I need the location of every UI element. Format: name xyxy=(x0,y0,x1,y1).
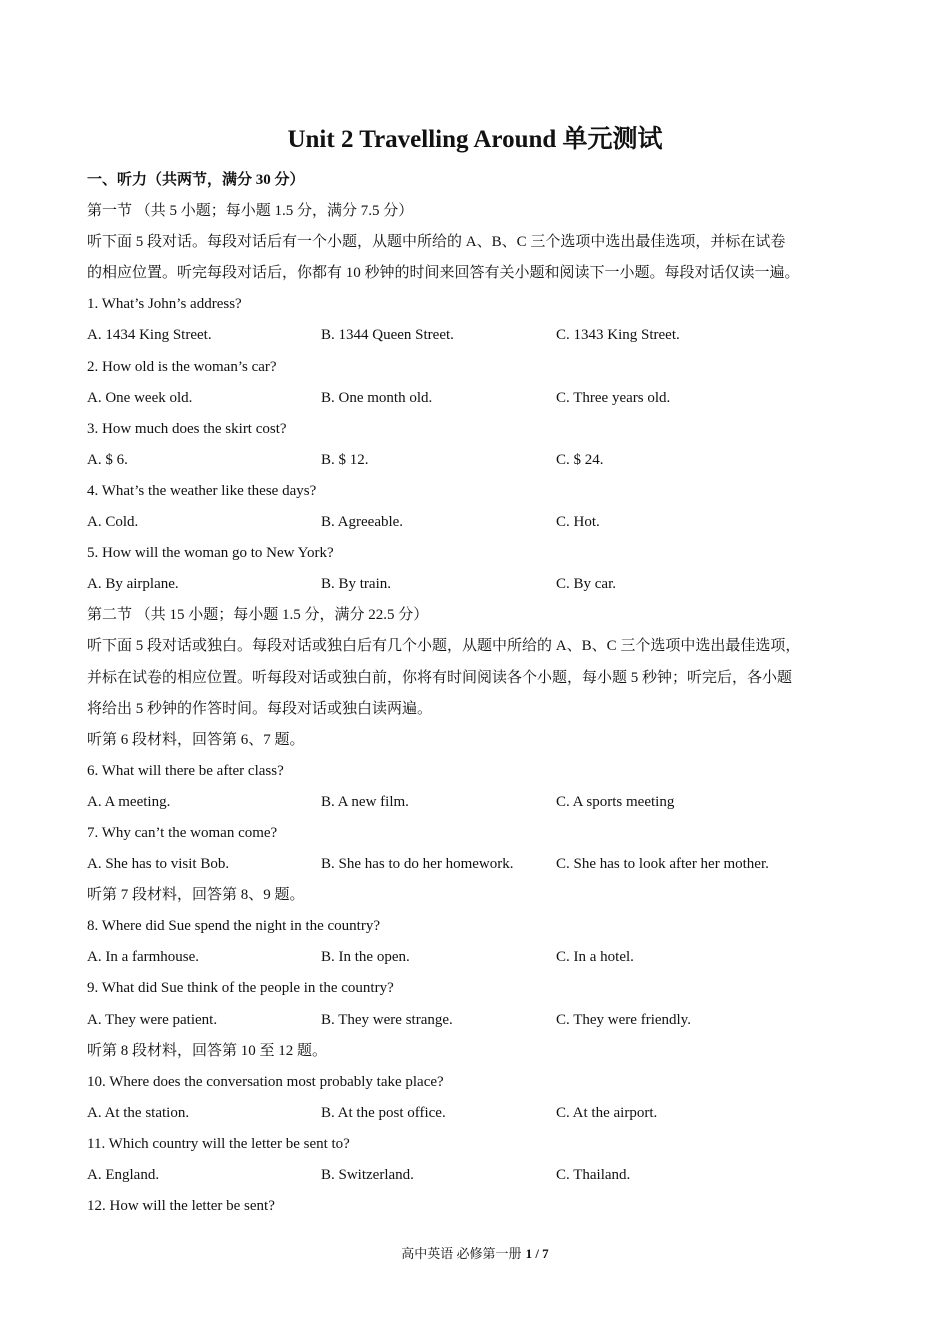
question-stem: 11. Which country will the letter be sent to? xyxy=(87,1135,350,1152)
option-b: B. Agreeable. xyxy=(321,514,404,531)
footer-text: 高中英语 必修第一册 xyxy=(401,1246,522,1261)
material-note: 听第 8 段材料，回答第 10 至 12 题。 xyxy=(87,1042,328,1059)
option-b: B. At the post office. xyxy=(321,1104,446,1121)
question-stem: 5. How will the woman go to New York? xyxy=(87,545,334,562)
question-options xyxy=(87,383,877,414)
section-heading: 一、听力（共两节，满分 30 分） xyxy=(87,172,305,188)
instruction-line: 并标在试卷的相应位置。听每段对话或独白前，你将有时间阅读各个小题，每小题 5 秒钟；听完后，各小题 xyxy=(87,669,793,686)
question-options xyxy=(87,445,877,476)
option-a: A. She has to visit Bob. xyxy=(87,856,230,873)
material-note: 听第 7 段材料，回答第 8、9 题。 xyxy=(87,887,305,904)
option-b: B. A new film. xyxy=(321,793,409,810)
option-a: A. England. xyxy=(87,1167,160,1183)
option-b: B. In the open. xyxy=(321,949,410,966)
question-stem: 10. Where does the conversation most probably take place? xyxy=(87,1073,444,1090)
question-options xyxy=(87,849,877,880)
option-a: A. One week old. xyxy=(87,389,193,406)
question-options xyxy=(87,1098,877,1129)
question-stem: 4. What’s the weather like these days? xyxy=(87,482,317,499)
instruction-line: 听下面 5 段对话。每段对话后有一个小题，从题中所给的 A、B、C 三个选项中选出最佳选项，并标在试卷 xyxy=(87,234,786,251)
option-c: C. 1343 King Street. xyxy=(556,327,680,344)
option-c: C. At the airport. xyxy=(556,1104,658,1121)
option-c: C. They were friendly. xyxy=(556,1011,691,1028)
question-options xyxy=(87,569,877,600)
exam-content xyxy=(87,165,877,1222)
option-c: C. $ 24. xyxy=(556,451,604,468)
part-heading: 第一节 （共 5 小题；每小题 1.5 分，满分 7.5 分） xyxy=(87,203,414,220)
question-options xyxy=(87,787,877,818)
option-a: A. 1434 King Street. xyxy=(87,327,212,344)
question-stem: 12. How will the letter be sent? xyxy=(87,1198,275,1215)
question-stem: 9. What did Sue think of the people in the country? xyxy=(87,980,394,997)
instruction-line: 将给出 5 秒钟的作答时间。每段对话或独白读两遍。 xyxy=(87,700,433,717)
option-b: B. Switzerland. xyxy=(321,1167,414,1183)
instruction-line: 的相应位置。听完每段对话后，你都有 10 秒钟的时间来回答有关小题和阅读下一小题。每段对话仅读一遍。 xyxy=(87,265,800,282)
option-c: C. Three years old. xyxy=(556,389,671,406)
option-c: C. In a hotel. xyxy=(556,949,634,966)
option-b: B. 1344 Queen Street. xyxy=(321,327,454,344)
option-a: A. By airplane. xyxy=(87,576,179,593)
option-c: C. Hot. xyxy=(556,514,600,531)
question-options xyxy=(87,320,877,351)
question-options xyxy=(87,1005,877,1036)
option-c: C. Thailand. xyxy=(556,1167,631,1183)
option-b: B. She has to do her homework. xyxy=(321,856,514,873)
option-a: A. A meeting. xyxy=(87,793,171,810)
option-a: A. They were patient. xyxy=(87,1011,218,1028)
question-stem: 7. Why can’t the woman come? xyxy=(87,824,278,841)
instruction-line: 听下面 5 段对话或独白。每段对话或独白后有几个小题，从题中所给的 A、B、C 三个选项中选出最佳选项， xyxy=(87,638,801,655)
question-stem: 1. What’s John’s address? xyxy=(87,296,242,313)
option-c: C. A sports meeting xyxy=(556,793,675,810)
page-footer xyxy=(0,1244,950,1264)
question-stem: 8. Where did Sue spend the night in the country? xyxy=(87,918,380,935)
option-a: A. $ 6. xyxy=(87,451,128,468)
option-a: A. At the station. xyxy=(87,1104,190,1121)
option-a: A. Cold. xyxy=(87,514,139,531)
part-heading: 第二节 （共 15 小题；每小题 1.5 分，满分 22.5 分） xyxy=(87,607,429,624)
material-note: 听第 6 段材料，回答第 6、7 题。 xyxy=(87,731,305,748)
option-c: C. She has to look after her mother. xyxy=(556,856,769,873)
question-stem: 3. How much does the skirt cost? xyxy=(87,420,287,437)
page-title: Unit 2 Travelling Around 单元测试 xyxy=(287,126,663,153)
option-b: B. $ 12. xyxy=(321,451,369,468)
page-number: 1 / 7 xyxy=(525,1246,549,1261)
option-b: B. One month old. xyxy=(321,389,433,406)
option-b: B. They were strange. xyxy=(321,1011,453,1028)
option-b: B. By train. xyxy=(321,576,391,593)
question-stem: 6. What will there be after class? xyxy=(87,762,284,779)
question-stem: 2. How old is the woman’s car? xyxy=(87,358,277,375)
question-options xyxy=(87,942,877,973)
option-a: A. In a farmhouse. xyxy=(87,949,200,966)
question-options xyxy=(87,507,877,538)
option-c: C. By car. xyxy=(556,576,616,593)
question-options xyxy=(87,1160,877,1191)
